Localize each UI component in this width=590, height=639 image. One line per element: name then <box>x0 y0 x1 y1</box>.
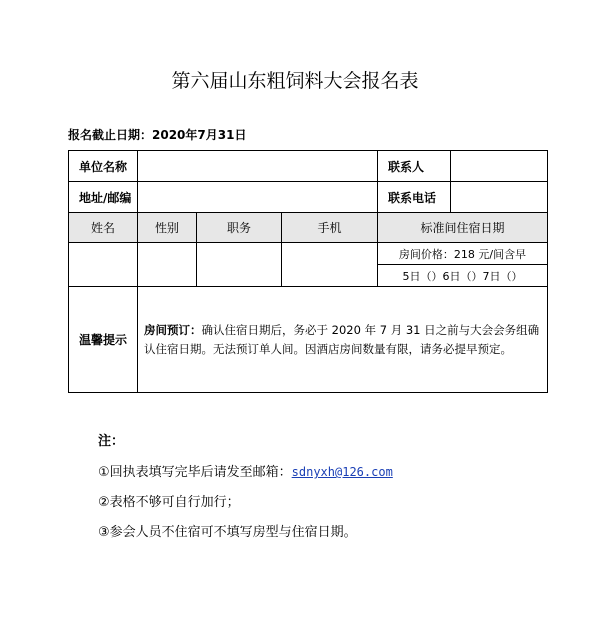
notes-heading: 注： <box>98 434 125 449</box>
unit-name-label: 单位名称 <box>69 151 138 182</box>
tip-content <box>138 287 548 393</box>
attendee-mobile-field[interactable] <box>282 243 378 287</box>
unit-name-field[interactable] <box>138 151 378 182</box>
tip-bold-prefix: 房间预订： <box>144 322 202 337</box>
contact-phone-label: 联系电话 <box>378 182 451 213</box>
col-header-stay-dates: 标准间住宿日期 <box>378 213 548 243</box>
attendee-name-field[interactable] <box>69 243 138 287</box>
col-header-position: 职务 <box>197 213 282 243</box>
email-link[interactable]: sdnyxh@126.com <box>291 465 393 479</box>
contact-phone-field[interactable] <box>451 182 548 213</box>
registration-form-table <box>68 150 548 393</box>
notes-section <box>98 430 393 554</box>
contact-person-field[interactable] <box>451 151 548 182</box>
attendee-position-field[interactable] <box>197 243 282 287</box>
col-header-name: 姓名 <box>69 213 138 243</box>
tip-body: 确认住宿日期后，务必于 2020 年 7 月 31 日之前与大会会务组确认住宿日期。无法预订单人间。因酒店房间数量有限，请务必提早预定。 <box>144 322 540 356</box>
col-header-gender: 性别 <box>138 213 197 243</box>
note-line-1-text: ①回执表填写完毕后请发至邮箱： <box>98 465 292 480</box>
attendee-gender-field[interactable] <box>138 243 197 287</box>
tip-label: 温馨提示 <box>69 287 138 393</box>
stay-dates-selector[interactable]: 5日（）6日（）7日（） <box>378 265 548 287</box>
registration-deadline: 报名截止日期：2020年7月31日 <box>68 128 247 142</box>
address-postcode-label: 地址/邮编 <box>69 182 138 213</box>
room-price-text: 房间价格：218 元/间含早 <box>378 243 548 265</box>
contact-person-label: 联系人 <box>378 151 451 182</box>
note-line-1 <box>98 463 393 482</box>
page-title: 第六届山东粗饲料大会报名表 <box>171 70 419 92</box>
note-line-2: ②表格不够可自行加行； <box>98 495 240 510</box>
address-postcode-field[interactable] <box>138 182 378 213</box>
note-line-3: ③参会人员不住宿可不填写房型与住宿日期。 <box>98 525 357 540</box>
col-header-mobile: 手机 <box>282 213 378 243</box>
